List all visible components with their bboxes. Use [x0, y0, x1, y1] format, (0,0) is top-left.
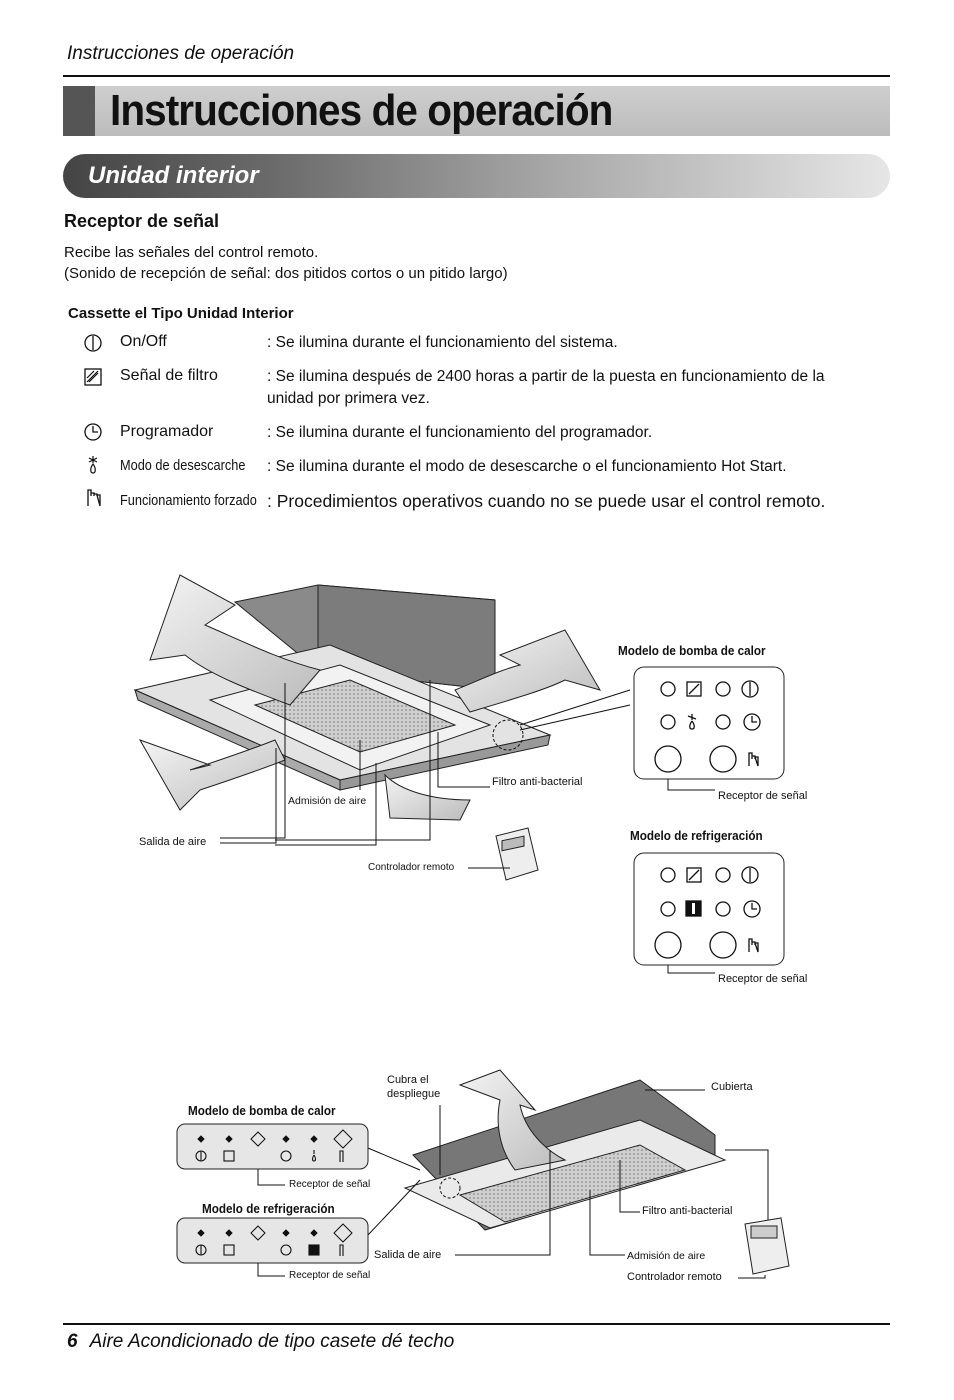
section-title: Unidad interior: [88, 162, 259, 189]
cooling-strip: [177, 1218, 368, 1263]
legend-label-defrost: Modo de desescarche: [120, 457, 246, 474]
signal-receiver-label: Receptor de señal: [718, 973, 808, 985]
footer: [67, 1331, 454, 1353]
heat-pump-panel: [634, 667, 784, 779]
cassette-heading: Cassette el Tipo Unidad Interior: [68, 305, 294, 322]
heat-pump-strip: [177, 1124, 368, 1169]
air-intake-label: Admisión de aire: [288, 795, 367, 807]
air-outlet-label: Salida de aire: [139, 836, 207, 848]
receptor-desc-1: Recibe las señales del control remoto.: [64, 244, 319, 261]
legend-text-forced: : Procedimientos operativos cuando no se puede usar el control remoto.: [267, 491, 826, 511]
page-title: Instrucciones de operación: [110, 86, 613, 135]
remote-label: Controlador remoto: [368, 862, 455, 873]
legend-label-timer: Programador: [120, 423, 214, 440]
legend-text-onoff: : Se ilumina durante el funcionamiento del sistema.: [267, 334, 618, 351]
legend-label-filter: Señal de filtro: [120, 367, 218, 384]
filter-label: Filtro anti-bacterial: [492, 776, 583, 788]
filter-label-2: Filtro anti-bacterial: [642, 1205, 733, 1217]
page-number: 6: [67, 1331, 78, 1352]
remote-controller-illustration: [496, 828, 538, 880]
legend-text-defrost: : Se ilumina durante el modo de desescarche o el funcionamiento Hot Start.: [267, 458, 787, 475]
cover-label: Cubierta: [711, 1081, 753, 1093]
signal-receiver-label-3: Receptor de señal: [289, 1270, 371, 1281]
receptor-desc-2: (Sonido de recepción de señal: dos pitidos cortos o un pitido largo): [64, 265, 508, 282]
airflow-arrow: [385, 775, 470, 820]
legend-text-filter: : Se ilumina después de 2400 horas a partir de la puesta en funcionamiento de la unidad por primera vez.: [267, 368, 825, 407]
footer-rule: [63, 1323, 890, 1325]
footer-text: Aire Acondicionado de tipo casete dé techo: [89, 1331, 455, 1352]
cooling-panel: [634, 853, 784, 965]
legend-text-timer: : Se ilumina durante el funcionamiento del programador.: [267, 424, 653, 441]
signal-receiver-label: Receptor de señal: [718, 790, 808, 802]
legend-label-onoff: On/Off: [120, 333, 167, 350]
heat-pump-model-label: Modelo de bomba de calor: [618, 643, 766, 658]
heat-pump-model-label-2: Modelo de bomba de calor: [188, 1103, 336, 1118]
receptor-heading: Receptor de señal: [64, 211, 220, 231]
cooling-model-label: Modelo de refrigeración: [630, 828, 763, 843]
cooling-model-label-2: Modelo de refrigeración: [202, 1201, 335, 1216]
air-intake-label-2: Admisión de aire: [627, 1250, 706, 1262]
remote-label-2: Controlador remoto: [627, 1271, 722, 1283]
airflow-arrow: [140, 740, 285, 810]
remote-controller-illustration-2: [745, 1218, 789, 1274]
running-header: Instrucciones de operación: [67, 43, 295, 64]
signal-receiver-label-2: Receptor de señal: [289, 1179, 371, 1190]
deploy-cover-label: Cubra el despliegue: [387, 1074, 441, 1100]
air-outlet-label-2: Salida de aire: [374, 1249, 442, 1261]
legend-label-forced: Funcionamiento forzado: [120, 492, 257, 509]
